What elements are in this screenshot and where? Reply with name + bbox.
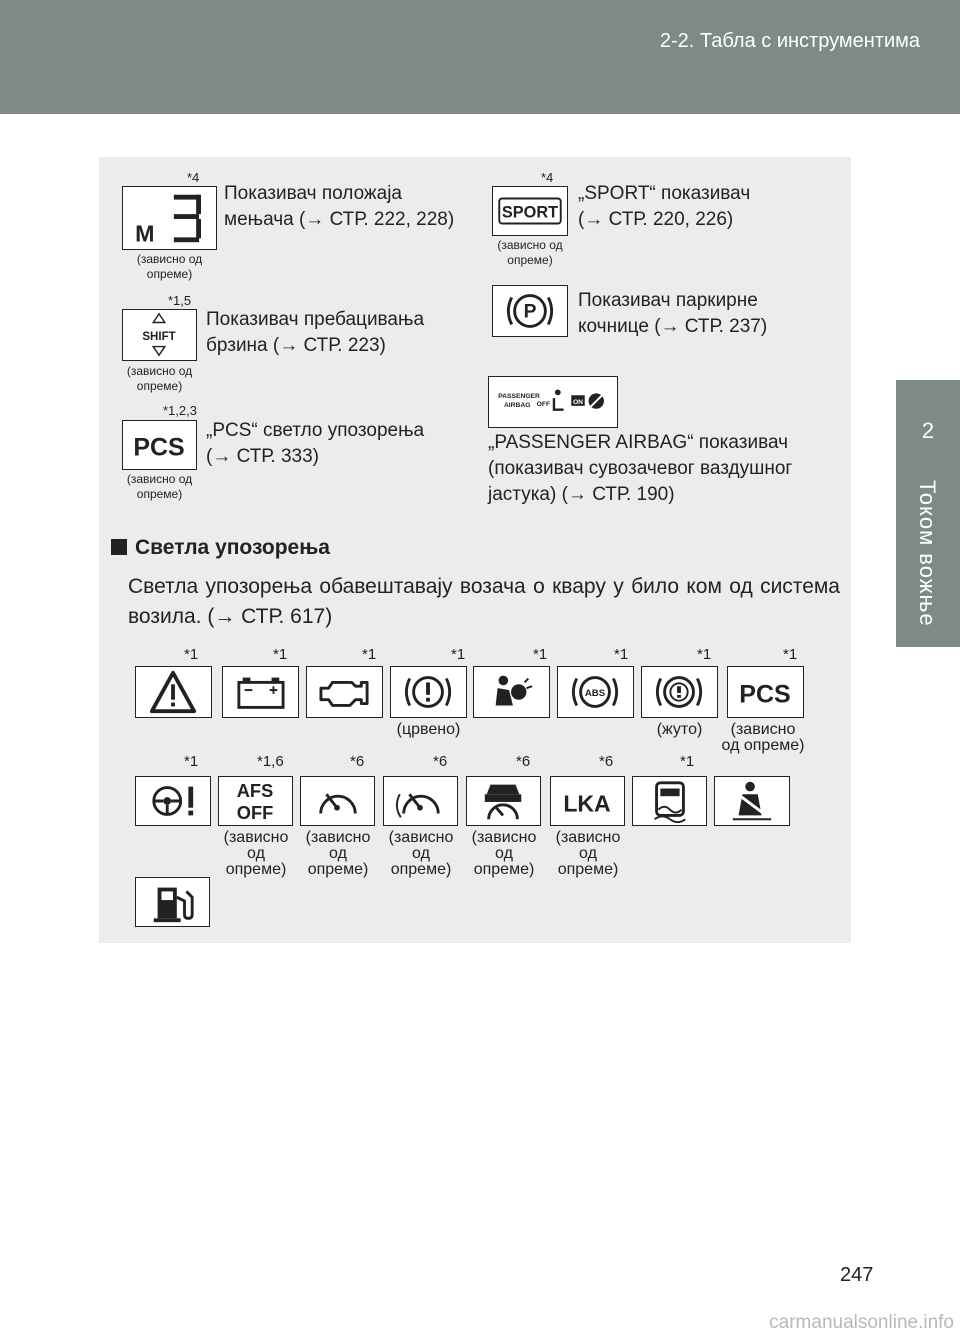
sport-superscript: *4	[541, 170, 554, 185]
airbag-line2: AIRBAG	[503, 401, 531, 409]
warn1-mark-4: *1	[451, 646, 466, 663]
brake-warning-icon	[390, 666, 467, 718]
brake-system-icon	[641, 666, 718, 718]
gear-description: Показивач положаја мењача (→ СТР. 222, 228)	[224, 183, 455, 230]
radar-equipment-label: (зависно од опреме)	[471, 829, 537, 878]
pcs-equipment-label: (зависно од опреме)	[721, 721, 805, 754]
gear-position-icon	[122, 186, 217, 250]
parking-description: Показивач паркирне кочнице (→ СТР. 237)	[578, 290, 768, 337]
airbag-on: ON	[572, 398, 584, 406]
warn2-mark-7: *1	[680, 753, 695, 770]
shift-indicator-icon	[122, 309, 197, 361]
battery-icon	[222, 666, 299, 718]
afs-equipment-label: (зависно од опреме)	[223, 829, 289, 878]
slip-indicator-icon	[632, 776, 707, 826]
fuel-icon	[135, 877, 210, 927]
warn2-mark-1: *1	[184, 753, 199, 770]
warn2-mark-4: *6	[433, 753, 448, 770]
warn2-mark-5: *6	[516, 753, 531, 770]
sport-description: „SPORT“ показивач (→ СТР. 220, 226)	[578, 183, 751, 230]
airbag-line1: PASSENGER	[498, 393, 540, 401]
master-warning-icon	[135, 666, 212, 718]
warn1-mark-8: *1	[783, 646, 798, 663]
lka-icon	[550, 776, 625, 826]
seatbelt-icon	[714, 776, 790, 826]
warn1-mark-2: *1	[273, 646, 288, 663]
gear-letter: M	[135, 220, 155, 247]
warn2-mark-6: *6	[599, 753, 614, 770]
passenger-airbag-icon	[488, 376, 618, 428]
afs-off-text: OFF	[236, 802, 274, 824]
svg-text:ABS: ABS	[584, 687, 606, 699]
afs-text: AFS	[236, 780, 274, 802]
airbag-description: „PASSENGER AIRBAG“ показивач (показивач сувозачевог ваздушног јастука) (→ СТР. 190)	[488, 432, 793, 505]
chapter-title: Током вожње	[915, 480, 940, 627]
chapter-tab	[896, 380, 960, 647]
warn1-mark-7: *1	[697, 646, 712, 663]
cruise-equipment-label: (зависно од опреме)	[305, 829, 371, 878]
power-steering-icon	[135, 776, 211, 826]
page-header	[0, 0, 960, 114]
pcs-note: (зависно од опреме)	[126, 472, 193, 501]
page-number: 247	[840, 1264, 874, 1286]
lka-text: LKA	[563, 790, 611, 817]
cruise-control-icon	[300, 776, 375, 826]
pcs-superscript: *1,2,3	[163, 403, 197, 418]
section-bullet-icon	[111, 539, 127, 555]
brake-yellow-label: (жуто)	[656, 721, 703, 738]
gear-note: (зависно од опреме)	[136, 252, 203, 281]
warn1-mark-3: *1	[362, 646, 377, 663]
afs-off-icon	[218, 776, 293, 826]
airbag-off: OFF	[536, 400, 551, 408]
sport-icon-text: SPORT	[501, 203, 559, 222]
warn2-mark-3: *6	[350, 753, 365, 770]
pcs-indicator-icon	[122, 420, 197, 470]
pcs-warning-text: PCS	[739, 680, 791, 709]
chapter-number: 2	[921, 418, 935, 443]
check-engine-icon	[306, 666, 383, 718]
cruise-control-icon	[383, 776, 458, 826]
warn1-mark-6: *1	[614, 646, 629, 663]
header-title: 2-2. Табла с инструментима	[659, 30, 920, 52]
shift-icon-text: SHIFT	[142, 330, 176, 343]
lka-equipment-label: (зависно од опреме)	[555, 829, 621, 878]
srs-airbag-icon	[473, 666, 550, 718]
section-title: Светла упозорења	[111, 536, 330, 560]
cruise2-equipment-label: (зависно од опреме)	[388, 829, 454, 878]
parking-brake-icon	[492, 285, 568, 337]
pcs-icon	[727, 666, 804, 718]
warn1-mark-1: *1	[184, 646, 199, 663]
pcs-description: „PCS“ светло упозорења (→ СТР. 333)	[206, 420, 425, 467]
section-paragraph: Светла упозорења обавештавају возача о квару у било ком од система возила. (→ СТР. 617)	[128, 575, 840, 628]
shift-superscript: *1,5	[168, 293, 192, 308]
warn2-mark-2: *1,6	[257, 753, 284, 770]
gear-superscript: *4	[187, 170, 200, 185]
shift-description: Показивач пребацивања брзина (→ СТР. 223)	[206, 309, 425, 356]
brake-red-label: (црвено)	[396, 721, 461, 738]
sport-note: (зависно од опреме)	[497, 238, 563, 267]
pcs-icon-text: PCS	[133, 433, 185, 462]
footer-watermark: carmanualsonline.info	[769, 1312, 954, 1333]
radar-cruise-icon	[466, 776, 541, 826]
abs-icon	[557, 666, 634, 718]
parking-icon-text: P	[523, 301, 537, 323]
sport-indicator-icon	[492, 186, 568, 236]
warn1-mark-5: *1	[533, 646, 548, 663]
shift-note: (зависно од опреме)	[126, 364, 193, 393]
